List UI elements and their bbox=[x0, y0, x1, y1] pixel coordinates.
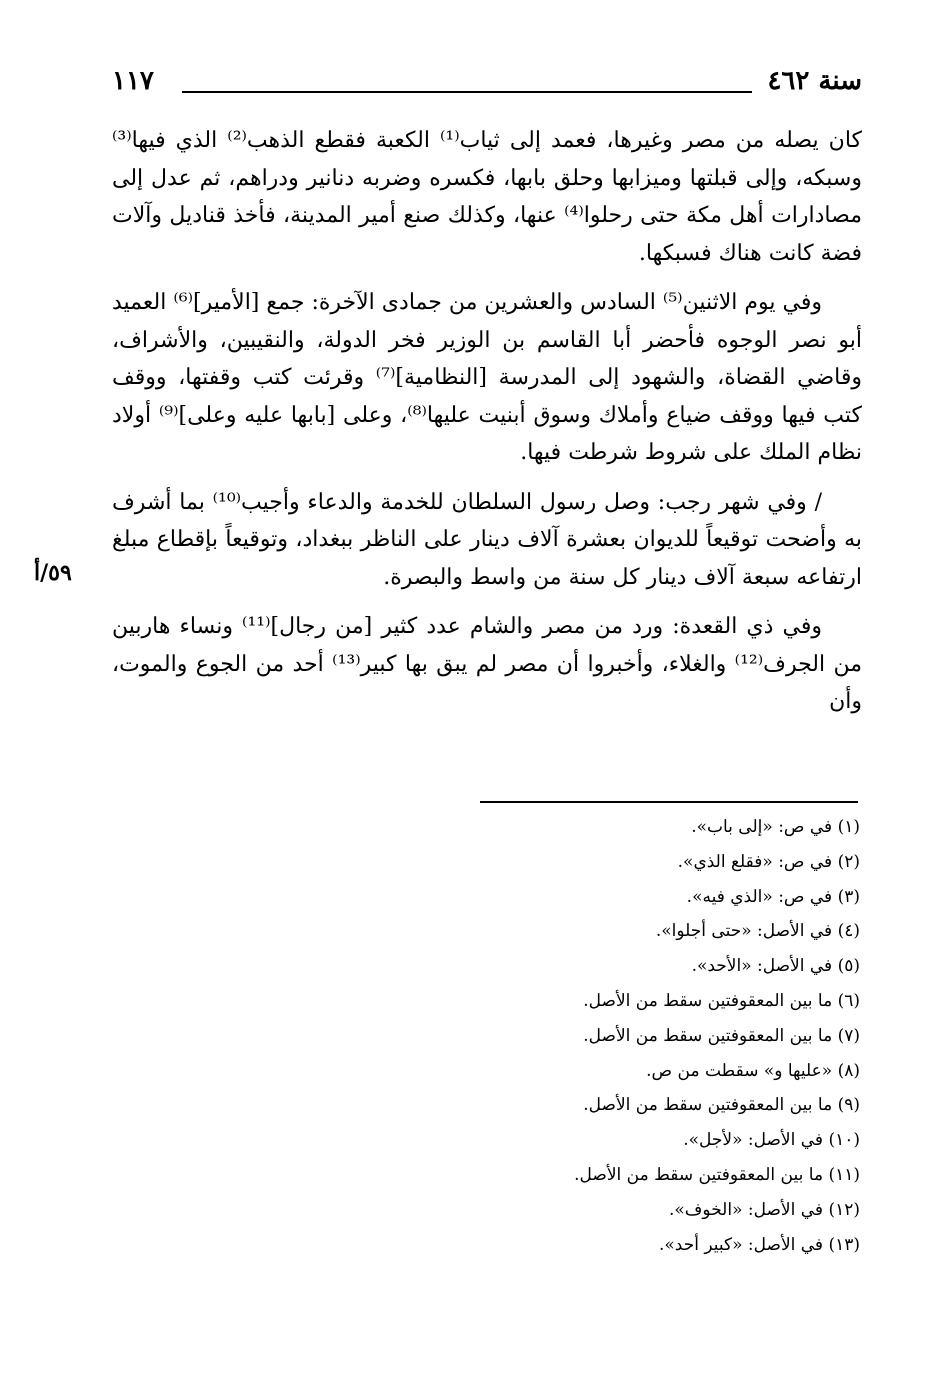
header-rule bbox=[182, 91, 752, 93]
header-year: سنة ٤٦٢ bbox=[767, 66, 862, 96]
footnote: (٢) في ص: «فقلع الذي». bbox=[677, 851, 860, 872]
footnote: (١٣) في الأصل: «كبير أحد». bbox=[659, 1234, 860, 1255]
footnote: (٦) ما بين المعقوفتين سقط من الأصل. bbox=[583, 990, 860, 1011]
footnote-rule bbox=[480, 801, 858, 803]
footnote: (١) في ص: «إلى باب». bbox=[691, 817, 860, 837]
paragraph: وفي ذي القعدة: ورد من مصر والشام عدد كثير [من رجال]⁽¹¹⁾ ونساء هاربين من الجرف⁽¹²⁾ والغلاء، وأخبروا أن مصر لم يبق بها كبير⁽¹³⁾ أحد من الجوع والموت، وأن bbox=[112, 614, 863, 714]
paragraph: وفي يوم الاثنين⁽⁵⁾ السادس والعشرين من جمادى الآخرة: جمع [الأمير]⁽⁶⁾ العميد أبو نصر الوجوه فأحضر أبا القاسم بن الوزير فخر الدولة، والنقيبين، والأشراف، وقاضي القضاة، والشهود إلى المدرسة [النظامية]⁽⁷⁾ وقرئت كتب وقفتها، ووقف كتب فيها ووقف ضياع وأملاك وسوق أبنيت عليها⁽⁸⁾، وعلى [بابها عليه وعلى]⁽⁹⁾ أولاد نظام الملك على شروط شرطت فيها. bbox=[112, 290, 862, 465]
footnote: (١٠) في الأصل: «لأجل». bbox=[683, 1130, 860, 1151]
paragraph: / وفي شهر رجب: وصل رسول السلطان للخدمة والدعاء وأجيب⁽¹⁰⁾ بما أشرف به وأضحت توقيعاً للديوان بعشرة آلاف دينار على الناظر ببغداد، وتوقيعاً بإقطاع مبلغ ارتفاعه سبعة آلاف دينار كل سنة من واسط والبصرة. bbox=[112, 489, 862, 590]
page-number: ١١٧ bbox=[112, 66, 154, 96]
footnote: (٤) في الأصل: «حتى أجلوا». bbox=[655, 921, 860, 942]
manuscript-folio-note: ٥٩/أ bbox=[34, 560, 72, 586]
footnote: (١١) ما بين المعقوفتين سقط من الأصل. bbox=[574, 1164, 860, 1185]
footnote: (٨) «عليها و» سقطت من ص. bbox=[646, 1060, 860, 1081]
footnote: (٧) ما بين المعقوفتين سقط من الأصل. bbox=[583, 1025, 860, 1046]
running-header bbox=[112, 64, 862, 104]
main-text bbox=[112, 122, 862, 733]
footnote: (٥) في الأصل: «الأحد». bbox=[691, 956, 860, 977]
footnote: (١٢) في الأصل: «الخوف». bbox=[669, 1199, 860, 1220]
footnotes-list bbox=[460, 810, 860, 1262]
paragraph: كان يصله من مصر وغيرها، فعمد إلى ثياب⁽¹⁾ الكعبة فقطع الذهب⁽²⁾ الذي فيها⁽³⁾ وسبكه، وإلى قبلتها وميزابها وحلق بابها، فكسره وضربه دنانير ودراهم، ثم عدل إلى مصادارات أهل مكة حتى رحلوا⁽⁴⁾ عنها، وكذلك صنع أمير المدينة، فأخذ قناديل وآلات فضة كانت هناك فسبكها. bbox=[112, 128, 862, 266]
footnote: (٩) ما بين المعقوفتين سقط من الأصل. bbox=[583, 1095, 860, 1116]
footnote: (٣) في ص: «الذي فيه». bbox=[686, 886, 860, 907]
